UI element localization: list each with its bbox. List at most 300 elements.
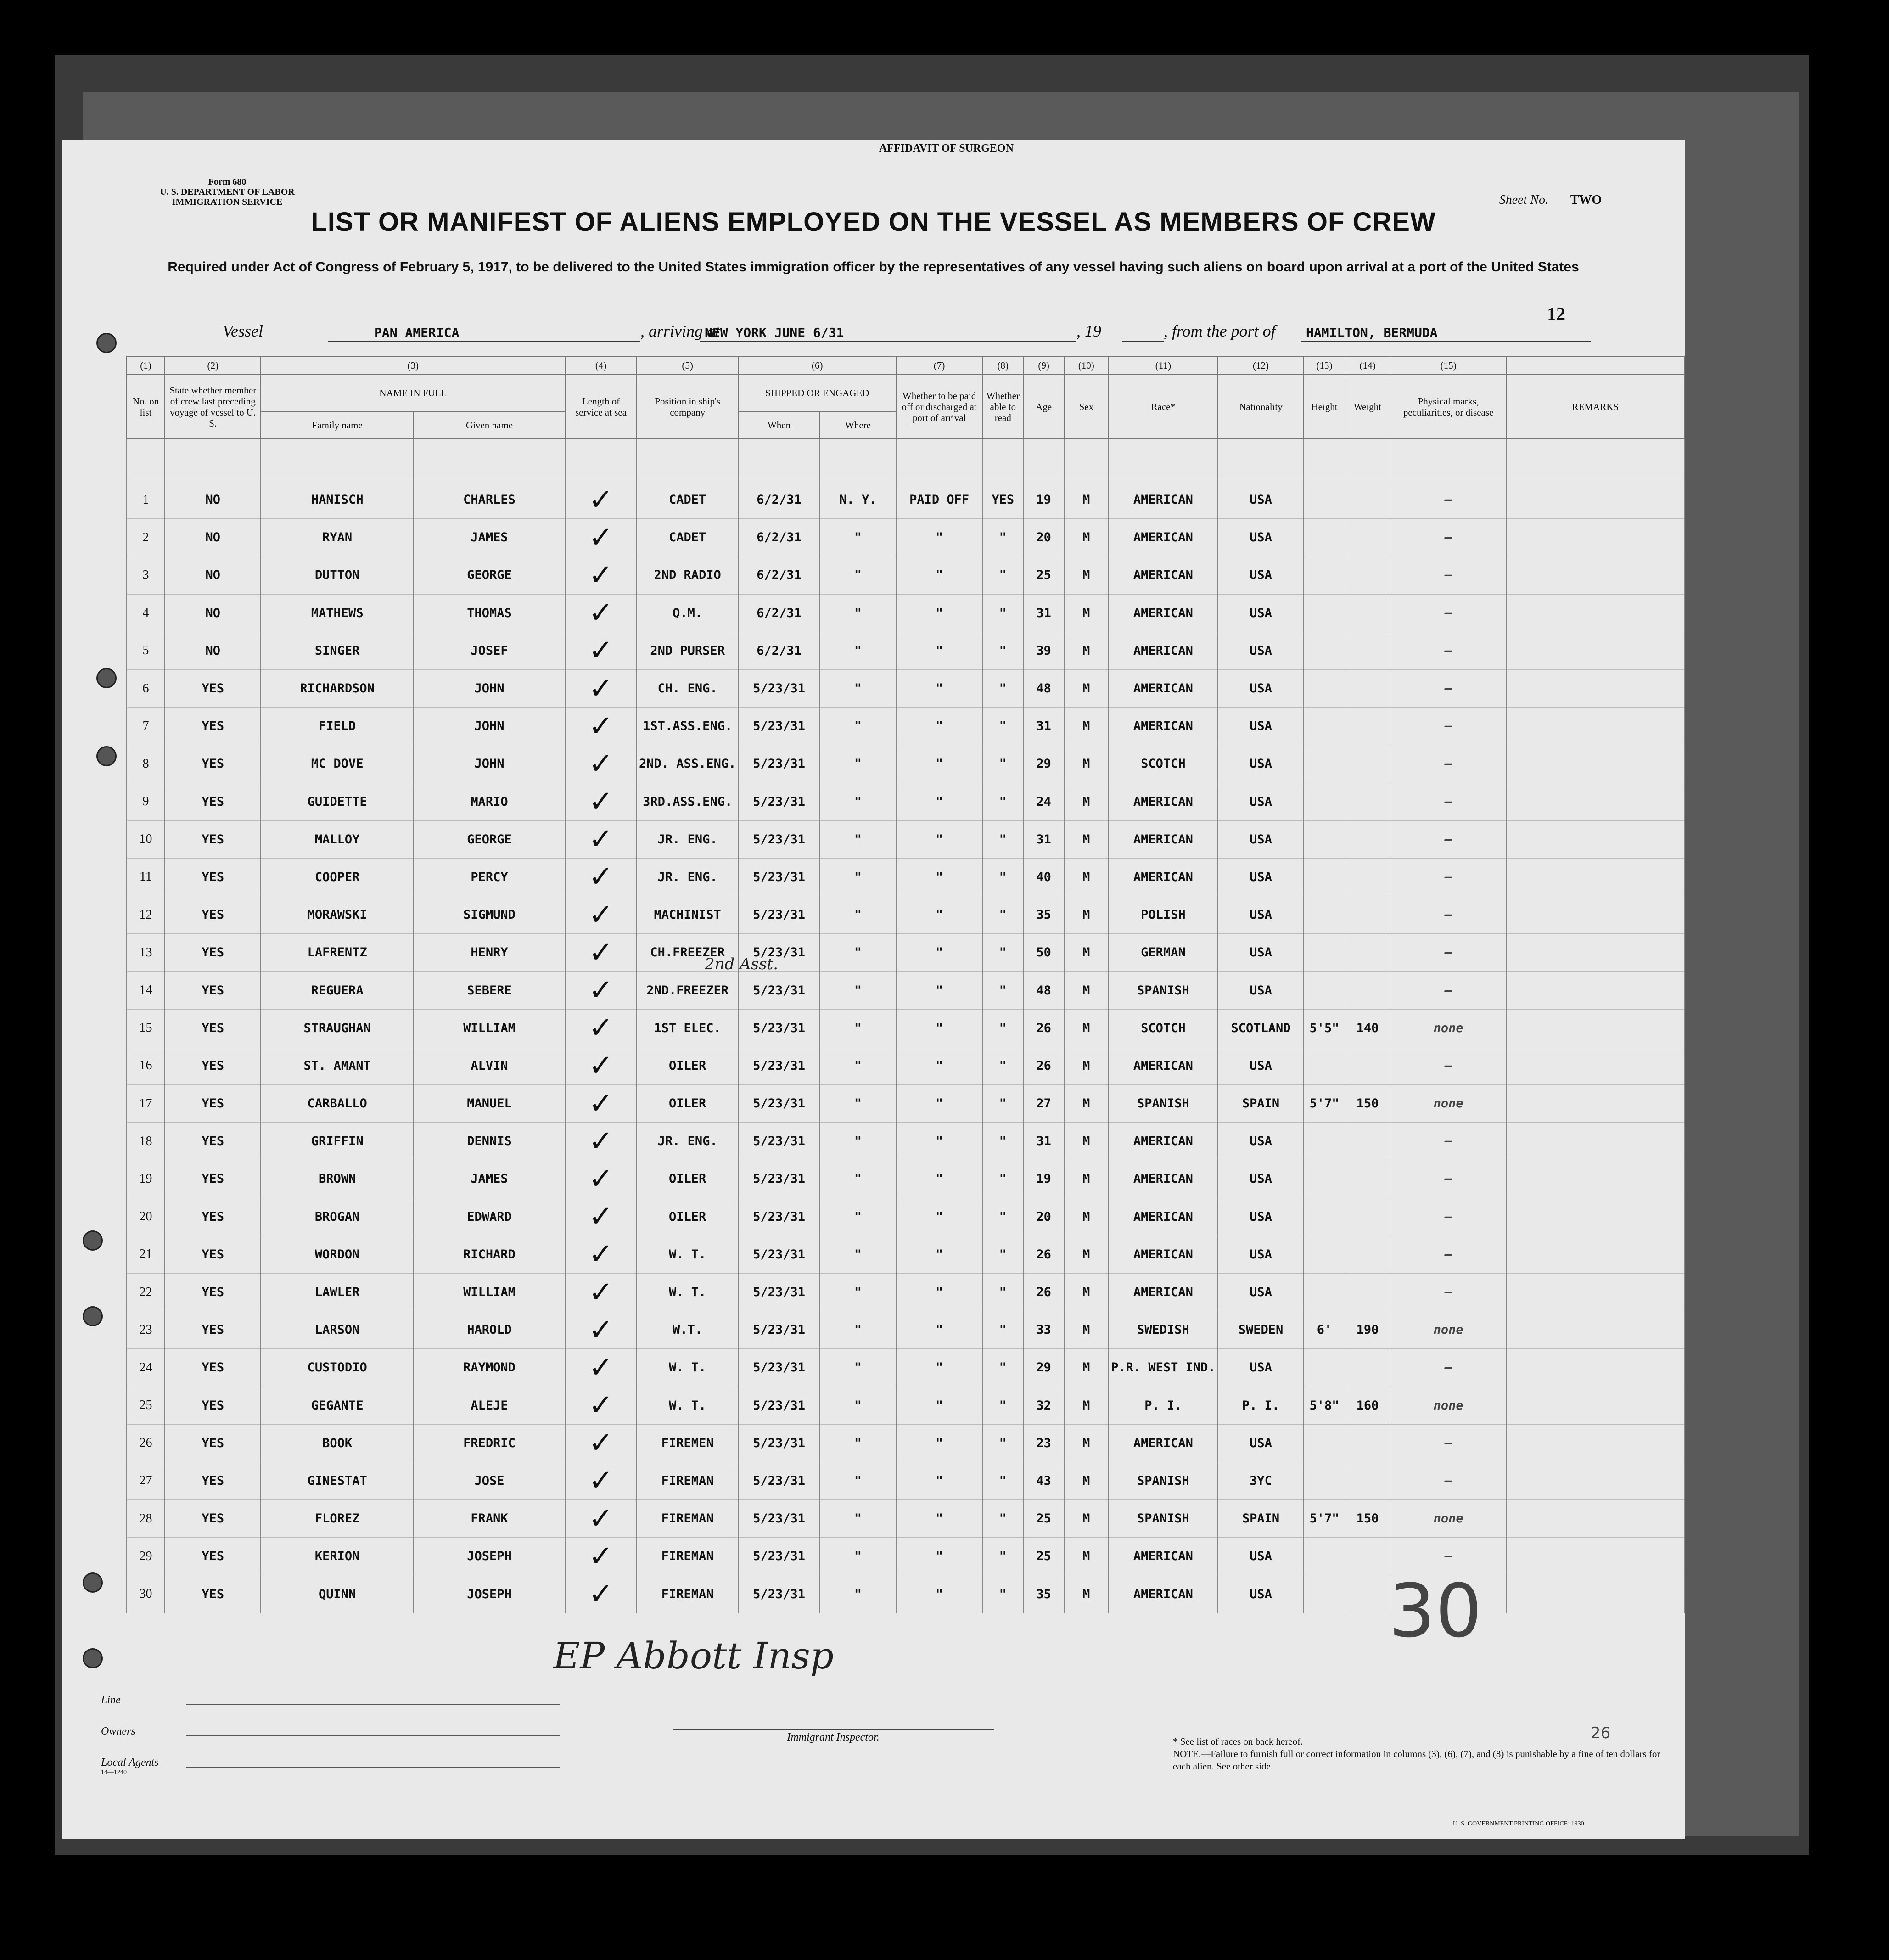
cell-where: " xyxy=(820,896,896,934)
cell-no: 7 xyxy=(127,708,165,745)
cell-no: 26 xyxy=(127,1424,165,1462)
cell-when: 5/23/31 xyxy=(738,1462,819,1499)
cell-position: OILER xyxy=(637,1085,738,1123)
cell-where: " xyxy=(820,972,896,1009)
races-note: * See list of races on back hereof. xyxy=(1173,1736,1303,1747)
cell-where: " xyxy=(820,669,896,707)
col-when: When xyxy=(738,411,819,439)
agents-field: Local Agents 14—1240 xyxy=(101,1757,560,1788)
cell-age: 26 xyxy=(1024,1047,1064,1084)
cell-no: 21 xyxy=(127,1236,165,1273)
cell-read: " xyxy=(982,594,1024,632)
crew-row xyxy=(127,1273,1684,1311)
service-check-mark: ✓ xyxy=(565,1236,637,1273)
cell-position: JR. ENG. xyxy=(637,1123,738,1160)
cell-age: 25 xyxy=(1024,1538,1064,1575)
arriving-value: NEW YORK JUNE 6/31 xyxy=(705,325,844,340)
cell-family: RYAN xyxy=(261,519,413,556)
crew-row xyxy=(127,669,1684,707)
cell-nat: USA xyxy=(1218,1236,1304,1273)
cell-given: JOSEPH xyxy=(414,1575,565,1613)
cell-race: AMERICAN xyxy=(1109,1424,1218,1462)
cell-where: " xyxy=(820,1349,896,1387)
cell-race: P.R. WEST IND. xyxy=(1109,1349,1218,1387)
cell-paid: " xyxy=(896,1198,982,1236)
cell-age: 20 xyxy=(1024,1198,1064,1236)
cell-weight xyxy=(1345,934,1390,972)
cell-weight xyxy=(1345,556,1390,594)
cell-weight xyxy=(1345,669,1390,707)
cell-nat: USA xyxy=(1218,1575,1304,1613)
col-able-read: Whether able to read xyxy=(982,375,1024,439)
cell-where: " xyxy=(820,820,896,858)
cell-remarks xyxy=(1507,858,1684,896)
cell-height xyxy=(1304,1575,1345,1613)
cell-position: 2ND RADIO xyxy=(637,556,738,594)
cell-nat: SPAIN xyxy=(1218,1500,1304,1538)
cell-given: FREDRIC xyxy=(414,1424,565,1462)
service-check-mark: ✓ xyxy=(565,1462,637,1499)
printing-office: U. S. GOVERNMENT PRINTING OFFICE: 1930 xyxy=(1453,1820,1584,1827)
cell-paid: " xyxy=(896,594,982,632)
cell-where: " xyxy=(820,556,896,594)
cell-position: FIREMAN xyxy=(637,1575,738,1613)
service-check-mark: ✓ xyxy=(565,820,637,858)
service-check-mark: ✓ xyxy=(565,1198,637,1236)
cell-family: RICHARDSON xyxy=(261,669,413,707)
cell-when: 5/23/31 xyxy=(738,1123,819,1160)
cell-sex: M xyxy=(1064,1160,1109,1198)
cell-position: 2ND.FREEZER xyxy=(637,972,738,1009)
col-num-2: (2) xyxy=(165,356,261,375)
cell-prev: YES xyxy=(165,858,261,896)
cell-remarks xyxy=(1507,972,1684,1009)
cell-race: AMERICAN xyxy=(1109,820,1218,858)
cell-sex: M xyxy=(1064,1387,1109,1424)
cell-remarks xyxy=(1507,745,1684,783)
cell-family: LAWLER xyxy=(261,1273,413,1311)
col-shipped: SHIPPED OR ENGAGED xyxy=(738,375,896,411)
cell-sex: M xyxy=(1064,820,1109,858)
cell-nat: USA xyxy=(1218,519,1304,556)
cell-given: HENRY xyxy=(414,934,565,972)
cell-no: 20 xyxy=(127,1198,165,1236)
cell-read: " xyxy=(982,1047,1024,1084)
cell-remarks xyxy=(1507,556,1684,594)
cell-where: " xyxy=(820,519,896,556)
cell-weight: 190 xyxy=(1345,1311,1390,1349)
crew-row xyxy=(127,708,1684,745)
cell-read: " xyxy=(982,708,1024,745)
owners-field: Owners xyxy=(101,1725,560,1757)
crew-row xyxy=(127,820,1684,858)
cell-weight xyxy=(1345,858,1390,896)
arriving-label: , arriving at xyxy=(640,322,720,340)
cell-prev: NO xyxy=(165,481,261,519)
cell-race: AMERICAN xyxy=(1109,1236,1218,1273)
col-num-10: (10) xyxy=(1064,356,1109,375)
cell-sex: M xyxy=(1064,481,1109,519)
cell-age: 26 xyxy=(1024,1009,1064,1047)
cell-remarks xyxy=(1507,1085,1684,1123)
cell-when: 5/23/31 xyxy=(738,1273,819,1311)
cell-read: " xyxy=(982,972,1024,1009)
cell-where: " xyxy=(820,1311,896,1349)
cell-paid: " xyxy=(896,783,982,820)
cell-given: JOSEPH xyxy=(414,1538,565,1575)
cell-height xyxy=(1304,594,1345,632)
cell-race: SCOTCH xyxy=(1109,745,1218,783)
service-check-mark: ✓ xyxy=(565,1500,637,1538)
cell-paid: " xyxy=(896,1085,982,1123)
cell-position: JR. ENG. xyxy=(637,858,738,896)
cell-nat: USA xyxy=(1218,972,1304,1009)
cell-when: 6/2/31 xyxy=(738,481,819,519)
document-title: LIST OR MANIFEST OF ALIENS EMPLOYED ON THE VESSEL AS MEMBERS OF CREW xyxy=(311,207,1436,237)
cell-family: BOOK xyxy=(261,1424,413,1462)
cell-marks: — xyxy=(1390,934,1507,972)
cell-race: AMERICAN xyxy=(1109,594,1218,632)
cell-given: RICHARD xyxy=(414,1236,565,1273)
cell-age: 25 xyxy=(1024,1500,1064,1538)
penalty-note: NOTE.—Failure to furnish full or correct information in columns (3), (6), (7), and (8) is punishable by a fine of ten dollars for each alien. See other side. xyxy=(1173,1748,1660,1772)
crew-row xyxy=(127,1462,1684,1499)
service-check-mark: ✓ xyxy=(565,1349,637,1387)
col-num-7: (7) xyxy=(896,356,982,375)
cell-remarks xyxy=(1507,783,1684,820)
cell-nat: USA xyxy=(1218,481,1304,519)
cell-height xyxy=(1304,1123,1345,1160)
cell-where: " xyxy=(820,1538,896,1575)
service-check-mark: ✓ xyxy=(565,1085,637,1123)
cell-height xyxy=(1304,1538,1345,1575)
cell-weight: 160 xyxy=(1345,1387,1390,1424)
cell-marks: — xyxy=(1390,481,1507,519)
cell-no: 14 xyxy=(127,972,165,1009)
cell-race: AMERICAN xyxy=(1109,669,1218,707)
crew-row xyxy=(127,1349,1684,1387)
cell-read: " xyxy=(982,1424,1024,1462)
cell-height xyxy=(1304,632,1345,669)
cell-paid: " xyxy=(896,1500,982,1538)
cell-race: POLISH xyxy=(1109,896,1218,934)
service-check-mark: ✓ xyxy=(565,896,637,934)
cell-remarks xyxy=(1507,669,1684,707)
cell-sex: M xyxy=(1064,1009,1109,1047)
cell-weight xyxy=(1345,1538,1390,1575)
cell-remarks xyxy=(1507,1462,1684,1499)
crew-row xyxy=(127,1500,1684,1538)
cell-prev: YES xyxy=(165,1424,261,1462)
cell-marks: — xyxy=(1390,1462,1507,1499)
cell-sex: M xyxy=(1064,556,1109,594)
cell-sex: M xyxy=(1064,1424,1109,1462)
crew-row xyxy=(127,1085,1684,1123)
cell-no: 19 xyxy=(127,1160,165,1198)
cell-no: 2 xyxy=(127,519,165,556)
cell-height xyxy=(1304,934,1345,972)
cell-given: ALEJE xyxy=(414,1387,565,1424)
cell-remarks xyxy=(1507,594,1684,632)
cell-race: AMERICAN xyxy=(1109,708,1218,745)
cell-given: JOHN xyxy=(414,745,565,783)
cell-no: 25 xyxy=(127,1387,165,1424)
cell-paid: PAID OFF xyxy=(896,481,982,519)
form-number: Form 680 xyxy=(208,177,247,187)
crew-row xyxy=(127,972,1684,1009)
cell-weight xyxy=(1345,1160,1390,1198)
cell-sex: M xyxy=(1064,972,1109,1009)
col-prev-voyage: State whether member of crew last preceding voyage of vessel to U. S. xyxy=(165,375,261,439)
cell-age: 35 xyxy=(1024,896,1064,934)
cell-position: CADET xyxy=(637,519,738,556)
cell-age: 33 xyxy=(1024,1311,1064,1349)
cell-read: YES xyxy=(982,481,1024,519)
cell-read: " xyxy=(982,1462,1024,1499)
spacer-row xyxy=(127,439,1684,481)
line-field: Line xyxy=(101,1694,560,1725)
cell-remarks xyxy=(1507,896,1684,934)
from-value: HAMILTON, BERMUDA xyxy=(1306,325,1438,340)
cell-race: AMERICAN xyxy=(1109,783,1218,820)
cell-read: " xyxy=(982,783,1024,820)
service-check-mark: ✓ xyxy=(565,481,637,519)
cell-read: " xyxy=(982,1236,1024,1273)
cell-prev: NO xyxy=(165,556,261,594)
cell-no: 29 xyxy=(127,1538,165,1575)
cell-remarks xyxy=(1507,1500,1684,1538)
col-given-name: Given name xyxy=(414,411,565,439)
cell-marks: — xyxy=(1390,669,1507,707)
cell-age: 31 xyxy=(1024,820,1064,858)
cell-where: " xyxy=(820,1198,896,1236)
cell-age: 50 xyxy=(1024,934,1064,972)
cell-weight xyxy=(1345,1462,1390,1499)
cell-age: 31 xyxy=(1024,1123,1064,1160)
cell-age: 25 xyxy=(1024,556,1064,594)
cell-given: PERCY xyxy=(414,858,565,896)
cell-nat: SPAIN xyxy=(1218,1085,1304,1123)
cell-family: LAFRENTZ xyxy=(261,934,413,972)
cell-remarks xyxy=(1507,708,1684,745)
cell-weight: 150 xyxy=(1345,1500,1390,1538)
cell-weight xyxy=(1345,745,1390,783)
cell-when: 5/23/31 xyxy=(738,669,819,707)
cell-where: " xyxy=(820,1424,896,1462)
cell-position: FIREMAN xyxy=(637,1462,738,1499)
cell-read: " xyxy=(982,858,1024,896)
cell-marks: — xyxy=(1390,1236,1507,1273)
col-num-1: (1) xyxy=(127,356,165,375)
cell-age: 32 xyxy=(1024,1387,1064,1424)
cell-remarks xyxy=(1507,1538,1684,1575)
cell-marks: — xyxy=(1390,1047,1507,1084)
service-check-mark: ✓ xyxy=(565,708,637,745)
cell-no: 18 xyxy=(127,1123,165,1160)
cell-family: FLOREZ xyxy=(261,1500,413,1538)
cell-paid: " xyxy=(896,556,982,594)
cell-sex: M xyxy=(1064,1198,1109,1236)
sheet-value: TWO xyxy=(1552,193,1620,208)
cell-age: 23 xyxy=(1024,1424,1064,1462)
cell-remarks xyxy=(1507,519,1684,556)
cell-marks: — xyxy=(1390,594,1507,632)
cell-remarks xyxy=(1507,1047,1684,1084)
manifest-page xyxy=(62,140,1685,1839)
cell-given: JOHN xyxy=(414,708,565,745)
cell-family: MATHEWS xyxy=(261,594,413,632)
cell-race: GERMAN xyxy=(1109,934,1218,972)
cell-prev: YES xyxy=(165,1538,261,1575)
service-check-mark: ✓ xyxy=(565,1273,637,1311)
cell-paid: " xyxy=(896,1349,982,1387)
cell-given: GEORGE xyxy=(414,820,565,858)
cell-race: AMERICAN xyxy=(1109,519,1218,556)
cell-prev: YES xyxy=(165,1349,261,1387)
cell-race: SPANISH xyxy=(1109,1462,1218,1499)
cell-remarks xyxy=(1507,632,1684,669)
service-check-mark: ✓ xyxy=(565,745,637,783)
cell-marks: — xyxy=(1390,1160,1507,1198)
cell-height xyxy=(1304,1349,1345,1387)
cell-no: 1 xyxy=(127,481,165,519)
cell-age: 19 xyxy=(1024,481,1064,519)
cell-remarks xyxy=(1507,481,1684,519)
cell-age: 40 xyxy=(1024,858,1064,896)
cell-paid: " xyxy=(896,1462,982,1499)
cell-age: 48 xyxy=(1024,972,1064,1009)
cell-no: 11 xyxy=(127,858,165,896)
cell-given: MARIO xyxy=(414,783,565,820)
cell-family: REGUERA xyxy=(261,972,413,1009)
cell-age: 29 xyxy=(1024,745,1064,783)
cell-sex: M xyxy=(1064,1349,1109,1387)
cell-where: " xyxy=(820,1047,896,1084)
cell-where: N. Y. xyxy=(820,481,896,519)
cell-race: SWEDISH xyxy=(1109,1311,1218,1349)
cell-paid: " xyxy=(896,820,982,858)
cell-position: W.T. xyxy=(637,1311,738,1349)
cell-no: 5 xyxy=(127,632,165,669)
cell-paid: " xyxy=(896,1273,982,1311)
col-weight: Weight xyxy=(1345,375,1390,439)
cell-nat: USA xyxy=(1218,1424,1304,1462)
cell-position: OILER xyxy=(637,1160,738,1198)
inspector-signature-image: EP Abbott Insp xyxy=(553,1634,834,1677)
crew-row xyxy=(127,519,1684,556)
cell-position: CH.FREEZER xyxy=(637,934,738,972)
cell-sex: M xyxy=(1064,783,1109,820)
col-nationality: Nationality xyxy=(1218,375,1304,439)
col-num-6: (6) xyxy=(738,356,896,375)
cell-prev: YES xyxy=(165,1387,261,1424)
cell-race: AMERICAN xyxy=(1109,1198,1218,1236)
cell-age: 27 xyxy=(1024,1085,1064,1123)
cell-weight xyxy=(1345,1575,1390,1613)
col-race: Race* xyxy=(1109,375,1218,439)
cell-position: 3RD.ASS.ENG. xyxy=(637,783,738,820)
col-length-service: Length of service at sea xyxy=(565,375,637,439)
col-paid-off: Whether to be paid off or discharged at port of arrival xyxy=(896,375,982,439)
cell-when: 5/23/31 xyxy=(738,1311,819,1349)
cell-when: 5/23/31 xyxy=(738,708,819,745)
cell-when: 5/23/31 xyxy=(738,1424,819,1462)
form-code: 14—1240 xyxy=(101,1769,127,1776)
cell-given: SIGMUND xyxy=(414,896,565,934)
cell-weight xyxy=(1345,594,1390,632)
cell-age: 43 xyxy=(1024,1462,1064,1499)
cell-where: " xyxy=(820,594,896,632)
cell-nat: USA xyxy=(1218,783,1304,820)
cell-family: STRAUGHAN xyxy=(261,1009,413,1047)
cell-position: W. T. xyxy=(637,1236,738,1273)
cell-paid: " xyxy=(896,708,982,745)
crew-row xyxy=(127,1387,1684,1424)
cell-paid: " xyxy=(896,1424,982,1462)
cell-family: GEGANTE xyxy=(261,1387,413,1424)
cell-read: " xyxy=(982,896,1024,934)
cell-when: 5/23/31 xyxy=(738,896,819,934)
cell-nat: SCOTLAND xyxy=(1218,1009,1304,1047)
cell-sex: M xyxy=(1064,934,1109,972)
cell-paid: " xyxy=(896,669,982,707)
cell-nat: USA xyxy=(1218,632,1304,669)
cell-sex: M xyxy=(1064,669,1109,707)
cell-no: 8 xyxy=(127,745,165,783)
crew-row xyxy=(127,481,1684,519)
service-check-mark: ✓ xyxy=(565,858,637,896)
cell-when: 5/23/31 xyxy=(738,1160,819,1198)
cell-family: GUIDETTE xyxy=(261,783,413,820)
cell-race: AMERICAN xyxy=(1109,481,1218,519)
col-where: Where xyxy=(820,411,896,439)
service-check-mark: ✓ xyxy=(565,1047,637,1084)
col-physical: Physical marks, peculiarities, or disease xyxy=(1390,375,1507,439)
cell-sex: M xyxy=(1064,745,1109,783)
cell-weight xyxy=(1345,1123,1390,1160)
cell-family: ST. AMANT xyxy=(261,1047,413,1084)
service-check-mark: ✓ xyxy=(565,669,637,707)
cell-paid: " xyxy=(896,1009,982,1047)
cell-prev: YES xyxy=(165,1009,261,1047)
cell-when: 6/2/31 xyxy=(738,632,819,669)
immigrant-inspector-line: Immigrant Inspector. xyxy=(673,1729,994,1744)
service-check-mark: ✓ xyxy=(565,1160,637,1198)
cell-height xyxy=(1304,1273,1345,1311)
cell-race: P. I. xyxy=(1109,1387,1218,1424)
col-age: Age xyxy=(1024,375,1064,439)
cell-prev: YES xyxy=(165,1500,261,1538)
cell-position: CH. ENG. xyxy=(637,669,738,707)
cell-marks: — xyxy=(1390,519,1507,556)
crew-row xyxy=(127,1311,1684,1349)
cell-nat: USA xyxy=(1218,594,1304,632)
cell-height xyxy=(1304,519,1345,556)
cell-prev: YES xyxy=(165,1198,261,1236)
legal-requirement-text: Required under Act of Congress of February 5, 1917, to be delivered to the United States immigration officer by the representatives of any vessel having such aliens on board upon arrival at a port of the United States xyxy=(168,259,1579,275)
from-label: , from the port of xyxy=(1164,322,1276,340)
col-num-3: (3) xyxy=(261,356,565,375)
cell-family: KERION xyxy=(261,1538,413,1575)
service-check-mark: ✓ xyxy=(565,519,637,556)
cell-given: JAMES xyxy=(414,519,565,556)
cell-position: W. T. xyxy=(637,1387,738,1424)
cell-marks: — xyxy=(1390,858,1507,896)
cell-prev: YES xyxy=(165,820,261,858)
cell-given: DENNIS xyxy=(414,1123,565,1160)
cell-position: Q.M. xyxy=(637,594,738,632)
cell-when: 5/23/31 xyxy=(738,1047,819,1084)
